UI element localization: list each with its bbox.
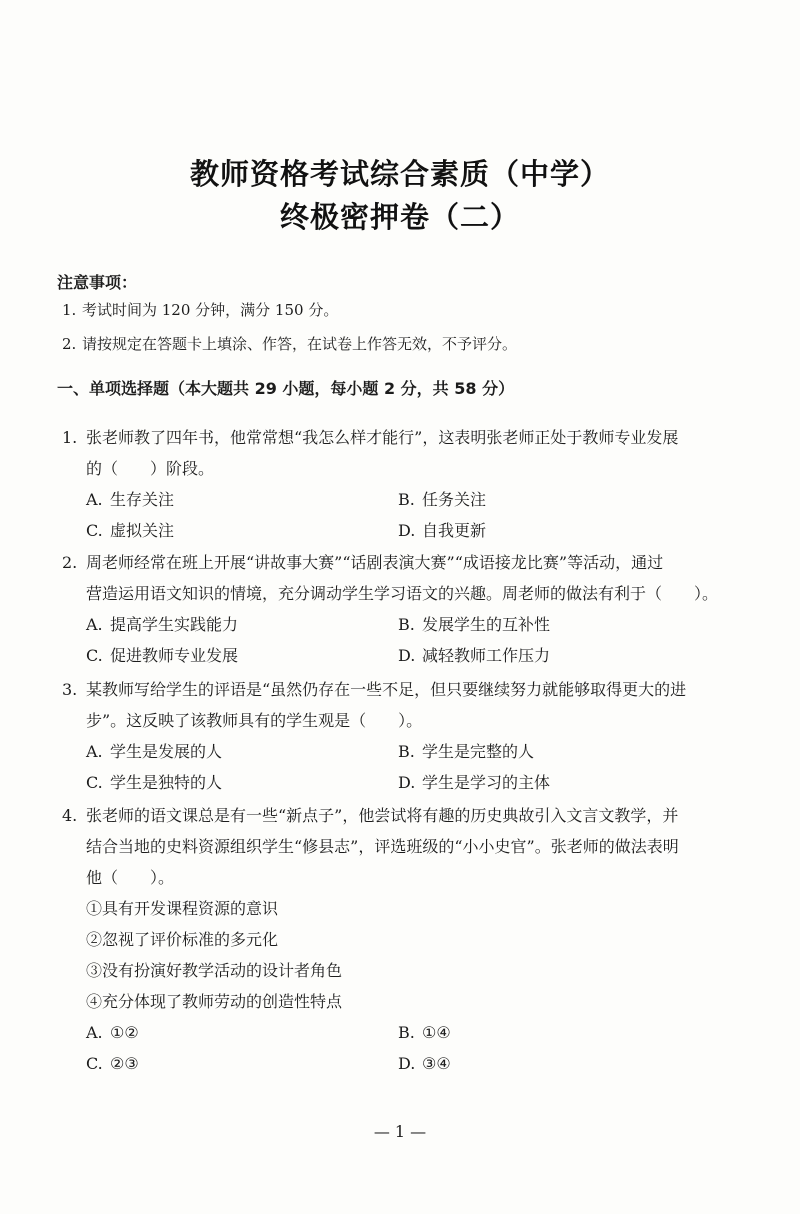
question-text: 张老师教了四年书，他常常想“我怎么样才能行”，这表明张老师正处于教师专业发展 [86,428,679,447]
question-text: 他（ ）。 [86,868,175,887]
question-stem-line [62,422,722,453]
option-letter: B. [398,490,415,509]
options [62,736,722,798]
option-b[interactable] [398,736,698,767]
options [62,1017,722,1079]
option-a[interactable] [86,1017,398,1048]
option-text: 提高学生实践能力 [110,615,239,634]
question-text: 某教师写给学生的评语是“虽然仍存在一些不足，但只要继续努力就能够取得更大的进 [86,680,687,699]
option-a[interactable] [86,609,398,640]
option-text: 生存关注 [110,490,175,509]
option-letter: A. [86,742,103,761]
statement-4: ④充分体现了教师劳动的创造性特点 [86,992,343,1011]
option-letter: D. [398,521,416,540]
option-c[interactable] [86,640,398,671]
option-c[interactable] [86,515,398,546]
notice-heading: 注意事项： [57,273,138,292]
option-letter: C. [86,1054,103,1073]
exam-subtitle: 终极密押卷（二） [279,200,520,234]
options [62,609,722,671]
option-letter: B. [398,615,415,634]
option-d[interactable] [398,1048,698,1079]
question-number: 1. [62,428,78,447]
option-text: ①④ [422,1023,451,1042]
option-c[interactable] [86,1048,398,1079]
option-letter: A. [86,615,103,634]
question-stem-line [62,674,722,705]
option-letter: A. [86,490,103,509]
question-3 [62,674,722,798]
option-text: ①② [110,1023,139,1042]
notice-item-text: 请按规定在答题卡上填涂、作答，在试卷上作答无效，不予评分。 [82,335,518,353]
option-c[interactable] [86,767,398,798]
option-text: 减轻教师工作压力 [422,646,551,665]
question-text: 结合当地的史料资源组织学生“修县志”，评选班级的“小小史官”。张老师的做法表明 [86,837,679,856]
question-stem-line [62,800,722,831]
option-d[interactable] [398,767,698,798]
option-a[interactable] [86,736,398,767]
question-text: 的（ ）阶段。 [86,459,215,478]
option-text: 学生是独特的人 [110,773,223,792]
option-letter: C. [86,646,103,665]
question-number: 4. [62,806,78,825]
option-d[interactable] [398,515,698,546]
options [62,484,722,546]
question-text: 张老师的语文课总是有一些“新点子”，他尝试将有趣的历史典故引入文言文教学，并 [86,806,679,825]
option-d[interactable] [398,640,698,671]
option-text: ③④ [422,1054,451,1073]
statement-1: ①具有开发课程资源的意识 [86,899,279,918]
option-letter: C. [86,773,103,792]
question-4 [62,800,722,1079]
option-text: 学生是学习的主体 [422,773,551,792]
option-text: ②③ [110,1054,139,1073]
option-letter: D. [398,773,416,792]
exam-title: 教师资格考试综合素质（中学） [189,157,610,191]
option-b[interactable] [398,609,698,640]
option-text: 发展学生的互补性 [422,615,551,634]
notice-item-text: 考试时间为 120 分钟，满分 150 分。 [82,301,339,319]
option-letter: D. [398,646,416,665]
notice-item [62,299,338,320]
option-text: 学生是完整的人 [422,742,535,761]
option-a[interactable] [86,484,398,515]
option-b[interactable] [398,484,698,515]
question-text: 营造运用语文知识的情境，充分调动学生学习语文的兴趣。周老师的做法有利于（ ）。 [86,584,719,603]
page-number: — 1 — [373,1122,427,1141]
question-text: 步”。这反映了该教师具有的学生观是（ ）。 [86,711,423,730]
option-text: 学生是发展的人 [110,742,223,761]
option-letter: B. [398,1023,415,1042]
question-2 [62,547,722,671]
option-letter: A. [86,1023,103,1042]
option-letter: D. [398,1054,416,1073]
notice-item [62,333,517,354]
option-b[interactable] [398,1017,698,1048]
question-1 [62,422,722,546]
notice-item-number: 2. [62,335,77,353]
question-number: 3. [62,680,78,699]
question-stem-line [62,547,722,578]
option-letter: C. [86,521,103,540]
statement-2: ②忽视了评价标准的多元化 [86,930,279,949]
option-text: 促进教师专业发展 [110,646,239,665]
option-text: 任务关注 [422,490,487,509]
statement-3: ③没有扮演好教学活动的设计者角色 [86,961,343,980]
option-text: 虚拟关注 [110,521,175,540]
notice-item-number: 1. [62,301,77,319]
question-text: 周老师经常在班上开展“讲故事大赛”“话剧表演大赛”“成语接龙比赛”等活动，通过 [86,553,664,572]
option-text: 自我更新 [422,521,487,540]
section-heading: 一、单项选择题（本大题共 29 小题，每小题 2 分，共 58 分） [57,379,515,398]
question-number: 2. [62,553,78,572]
option-letter: B. [398,742,415,761]
